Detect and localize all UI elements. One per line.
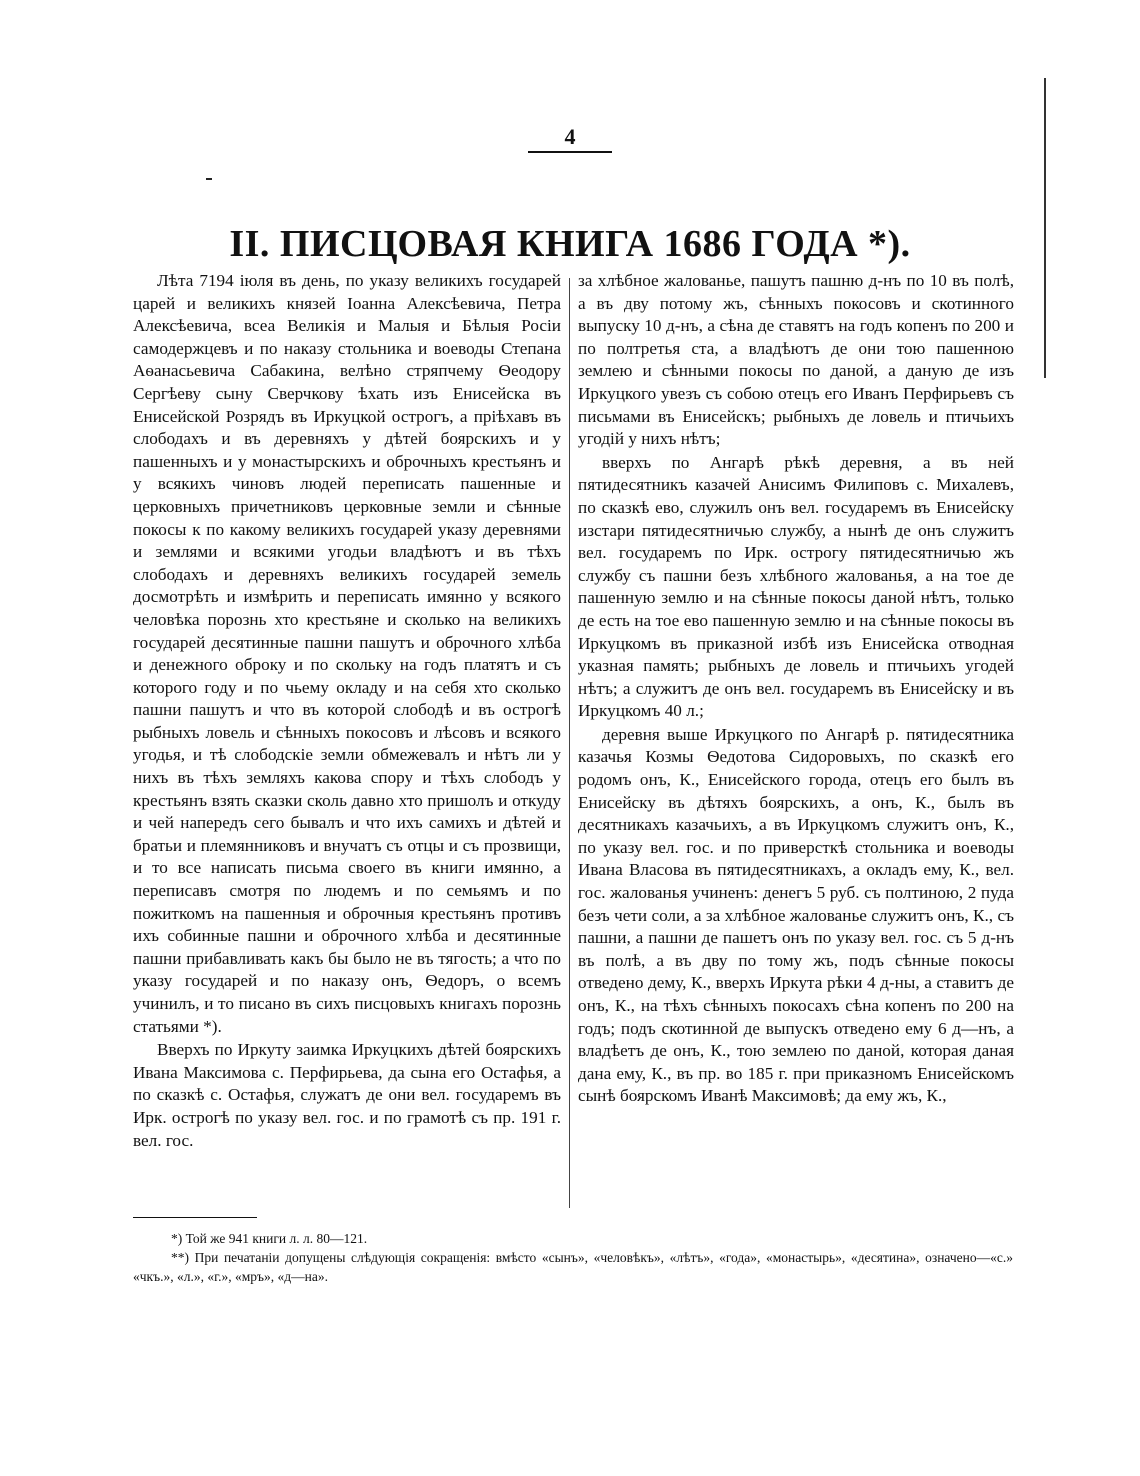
right-column	[578, 270, 1014, 1109]
footnotes	[133, 1229, 1013, 1286]
paragraph: деревня выше Иркуцкого по Ангарѣ р. пятидесятника казачья Козмы Ѳедотова Сидоровыхъ, по сказкѣ его родомъ онъ, К., Енисейского города, отецъ его былъ въ Енисейску въ дѣтяхъ боярскихъ, а онъ, К., былъ въ десятникахъ казачьихъ, а въ Иркуцкомъ служитъ онъ, К., по указу вел. гос. и по приверсткѣ стольника и воеводы Ивана Власова въ пятидесятникахъ, а окладъ ему, К., вел. гос. жалованья учиненъ: денегъ 5 руб. съ полтиною, 2 пуда безъ чети соли, а за хлѣбное жалованье служитъ онъ, К., съ пашни, а пашни де пашетъ онъ по указу вел. гос. съ 5 д-нъ въ полѣ, а въ дву по тому жъ, подъ сѣнные покосы отведено дему, К., вверхъ Иркута рѣки 4 д-ны, а ставитъ де онъ, К., на тѣхъ сѣнныхъ покосахъ сѣна копенъ по 200 на годъ; подъ скотинной де выпускъ отведено ему 6 д—нъ, а владѣетъ де онъ, К., тою землею по даной, которая даная дана ему, К., въ пр. во 185 г. при приказномъ Енисейскомъ сынѣ боярскомъ Иванѣ Максимовѣ; да ему жъ, К.,	[578, 724, 1014, 1106]
page-number: 4	[564, 124, 576, 149]
page-title: II. ПИСЦОВАЯ КНИГА 1686 ГОДА *).	[229, 223, 911, 265]
paragraph: Вверхъ по Иркуту заимка Иркуцкихъ дѣтей боярскихъ Ивана Максимова с. Перфирьева, да сына его Остафья, а по сказкѣ с. Остафья, служатъ де они вел. государемъ въ Ирк. острогѣ по указу вел. гос. и по грамотѣ съ пр. 191 г. вел. гос.	[133, 1040, 561, 1150]
footnote: **) При печатаніи допущены слѣдующія сокращенія: вмѣсто «сынъ», «человѣкъ», «лѣтъ», «года», «монастырь», «десятина», означено—«с.» «чкъ.», «л.», «г.», «мръ», «д—на».	[133, 1250, 1013, 1284]
paragraph: за хлѣбное жалованье, пашутъ пашню д-нъ по 10 въ полѣ, а въ дву потому жъ, сѣнныхъ покосовъ и скотинного выпуску 10 д-нъ, а сѣна де ставятъ на годъ копенъ по 200 и по полтретья ста, а владѣютъ де они тою пашенною землею и сѣнными покосы по даной, а даную де изъ Иркуцкого увезъ съ собою отецъ его Иванъ Перфирьевъ съ письмами въ Енисейскъ; рыбныхъ де ловель и птичьихъ угодій у нихъ нѣтъ;	[578, 271, 1014, 449]
column-divider	[569, 278, 570, 1208]
page-number-rule	[528, 151, 612, 153]
paragraph: Лѣта 7194 іюля въ день, по указу великихъ государей царей и великихъ князей Іоанна Алексѣевича, Петра Алексѣевича, всеа Великія и Малыя и Бѣлыя Росіи самодержцевъ и по наказу стольника и воеводы Степана Аѳанасьевича Сабакина, велѣно стряпчему Ѳеодору Сергѣеву сыну Сверчкову ѣхать изъ Енисейска въ Енисейской Розрядъ въ Иркуцкой острогъ, а пріѣхавъ въ слободахъ и въ деревняхъ у дѣтей боярскихъ и у пашенныхъ и у монастырскихъ и оброчныхъ крестьянъ и у всякихъ чиновъ людей переписать пашенные и церковныхъ причетниковъ церковные земли и сѣнные покосы к по какому великихъ государей указу деревнями и землями и всякими угодьи владѣютъ и въ тѣхъ слободахъ и деревняхъ великихъ государей земель досмотрѣть и измѣрить и переписать имянно у всякого человѣка порознь хто крестьяне и сколько на великихъ государей десятинные пашни пашутъ и оброчного хлѣба и денежного оброку и по скольку на годъ платятъ и съ которого году и по чьему окладу и на себя хто сколько пашни пашутъ и что въ которой слободѣ и въ острогѣ рыбныхъ ловель и сѣнныхъ покосовъ и лѣсовъ и всякого угодья, и тѣ слободскіе земли обмежевалъ и нѣтъ ли у нихъ въ тѣхъ земляхъ какова спору и тѣхъ слободъ у крестьянъ взять сказки сколь давно хто пришолъ и откуду и чей напередъ сего бывалъ и что ихъ самихъ и дѣтей и братьи и племянниковъ и внучатъ съ отцы и съ прозвищи, и то все написать письма своего въ книги имянно, а переписавъ смотря по людемъ и по семьямъ и по пожиткомъ на пашенныя и оброчныя крестьянъ противъ ихъ собинные пашни и оброчного хлѣба и десятинные пашни прибавливать какъ бы было не въ тягость; а что по указу государей и по наказу онъ, Ѳедоръ, о всемъ учинилъ, и то писано въ сихъ писцовыхъ книгахъ порознь статьями *).	[133, 271, 561, 1036]
left-column	[133, 270, 561, 1153]
paragraph: вверхъ по Ангарѣ рѣкѣ деревня, а въ ней пятидесятникъ казачей Анисимъ Филиповъ с. Михалевъ, по сказкѣ ево, служилъ онъ вел. государемъ въ Енисейску изстари пятидесятничью службу, а нынѣ де онъ служитъ вел. государемъ по Ирк. острогу пятидесятничью жъ службу съ пашни безъ хлѣбного жалованья, а на тое де пашенную землю и на сѣнные покосы даной нѣтъ, только де есть на тое ево пашенную землю и на сѣнные покосы въ Иркуцкомъ въ приказной избѣ изъ Енисейска отводная указная память; рыбныхъ де ловель и птичьихъ угодей нѣтъ; а служитъ де онъ вел. государемъ въ Енисейску и въ Иркуцкомъ 40 л.;	[578, 452, 1014, 721]
footnote-rule	[133, 1217, 257, 1218]
scan-mark	[206, 178, 212, 180]
footnote: *) Той же 941 книги л. л. 80—121.	[171, 1231, 368, 1246]
